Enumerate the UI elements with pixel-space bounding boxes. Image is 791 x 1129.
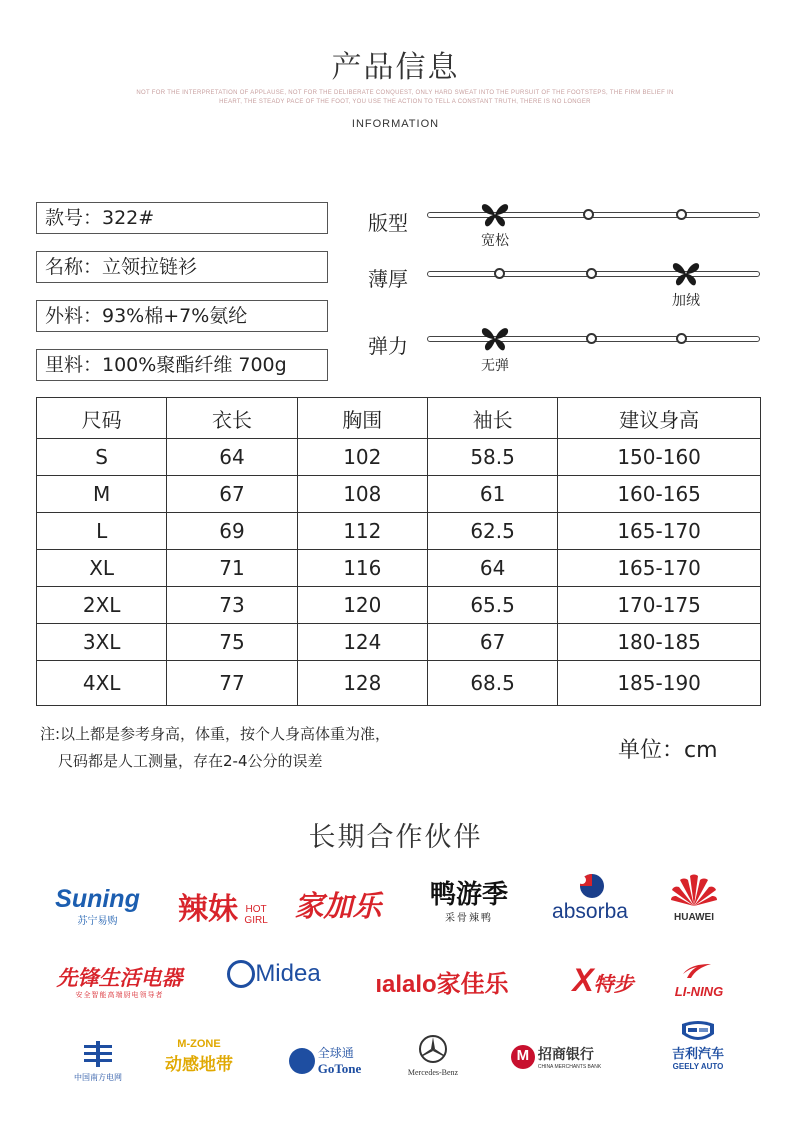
- scale-label: 版型: [368, 211, 408, 235]
- logo-xianfeng: [52, 966, 187, 1000]
- size-table: [36, 397, 761, 706]
- field-outer-fabric: 外料：93%棉+7%氨纶: [36, 300, 328, 332]
- logo-text: 动感地带: [165, 1055, 233, 1075]
- scale-selected-label: 无弹: [481, 358, 509, 374]
- information-subtitle: INFORMATION: [351, 118, 440, 130]
- butterfly-icon: [481, 326, 509, 352]
- table-row: [37, 661, 761, 706]
- logo-subtext: 苏宁易购: [77, 916, 118, 927]
- logo-subtext: 安全智能高端厨电领导者: [75, 991, 164, 999]
- scale-dot: [583, 209, 594, 220]
- page-title: 产品信息: [331, 50, 460, 85]
- logo-yayouji: [418, 881, 520, 924]
- tagline-line-2: HEART, THE STEADY PACE OF THE FOOT, YOU USE THE ACTION TO TELL A CONSTANT TRUTH, THERE IS NO LONGER: [219, 99, 591, 105]
- tagline-text: [120, 89, 690, 107]
- cell: 67: [167, 476, 297, 513]
- logo-midea: [222, 960, 326, 988]
- logo-absorba: [544, 872, 636, 922]
- logo-china-merchants-bank: [504, 1044, 608, 1070]
- scale-dot: [494, 268, 505, 279]
- cell: 165-170: [558, 550, 761, 587]
- logo-subtext: 采骨辣鸭: [445, 913, 493, 924]
- cell: L: [37, 513, 167, 550]
- cell: 61: [427, 476, 557, 513]
- scale-selected-label: 宽松: [481, 233, 509, 249]
- logo-m-zone: [158, 1038, 240, 1075]
- cell: 160-165: [558, 476, 761, 513]
- butterfly-icon: [672, 261, 700, 287]
- logo-text: 中国南方电网: [74, 1073, 122, 1082]
- scale-dot: [676, 333, 687, 344]
- cell: 180-185: [558, 624, 761, 661]
- logo-text: 特步: [593, 972, 634, 996]
- cell: 108: [297, 476, 427, 513]
- cell: S: [37, 439, 167, 476]
- logo-text: 家加乐: [294, 889, 382, 923]
- cell: 65.5: [427, 587, 557, 624]
- cell: 112: [297, 513, 427, 550]
- cell: 62.5: [427, 513, 557, 550]
- cell: 185-190: [558, 661, 761, 706]
- logo-subtext: HOT GIRL: [244, 903, 268, 926]
- cell: M: [37, 476, 167, 513]
- cell: 64: [167, 439, 297, 476]
- logo-text: ıalalo家佳乐: [375, 971, 509, 998]
- cmb-m-icon: M: [511, 1045, 535, 1069]
- logo-subtext: CHINA MERCHANTS BANK: [537, 1064, 602, 1070]
- logo-xtep: [558, 962, 648, 999]
- cell: 4XL: [37, 661, 167, 706]
- cell: XL: [37, 550, 167, 587]
- scale-dot: [676, 209, 687, 220]
- absorba-mark-icon: [570, 872, 610, 898]
- cell: 71: [167, 550, 297, 587]
- logo-suning: [50, 886, 145, 927]
- header-height: 建议身高: [558, 398, 761, 439]
- table-row: [37, 513, 761, 550]
- logo-text: 辣妹: [178, 892, 238, 927]
- scale-label: 薄厚: [368, 267, 408, 291]
- table-row: [37, 587, 761, 624]
- scale-label: 弹力: [368, 334, 408, 358]
- logo-gotone: [280, 1044, 370, 1077]
- logo-text: 鸭游季: [429, 880, 508, 910]
- cell: 64: [427, 550, 557, 587]
- scale-dot: [586, 268, 597, 279]
- logo-text: 先锋生活电器: [56, 966, 183, 990]
- gotone-globe-icon: [289, 1048, 315, 1074]
- cell: 68.5: [427, 661, 557, 706]
- li-ning-swoosh-icon: [681, 962, 717, 980]
- logo-li-ning: [664, 962, 734, 999]
- logo-mercedes-benz: [400, 1034, 466, 1077]
- xtep-x-icon: X: [572, 962, 594, 998]
- partners-title: 长期合作伙伴: [308, 822, 483, 853]
- logo-subtext: M-ZONE: [177, 1038, 221, 1050]
- field-lining: 里料：100%聚酯纤维 700g: [36, 349, 328, 381]
- midea-ring-icon: [227, 960, 255, 988]
- cell: 165-170: [558, 513, 761, 550]
- logo-text: 招商银行: [537, 1047, 594, 1063]
- logo-text: absorba: [552, 900, 628, 923]
- butterfly-icon: [481, 202, 509, 228]
- logo-text: 全球通: [317, 1046, 354, 1060]
- header-size: 尺码: [37, 398, 167, 439]
- cell: 73: [167, 587, 297, 624]
- table-row: [37, 476, 761, 513]
- cell: 67: [427, 624, 557, 661]
- header-sleeve: 袖长: [427, 398, 557, 439]
- logo-hot-girl: [178, 884, 268, 928]
- cell: 69: [167, 513, 297, 550]
- cell: 2XL: [37, 587, 167, 624]
- unit-label: 单位：cm: [618, 738, 718, 763]
- field-name: 名称：立领拉链衫: [36, 251, 328, 283]
- power-grid-icon: [80, 1040, 116, 1068]
- scale-selected-label: 加绒: [672, 293, 700, 309]
- tagline-line-1: NOT FOR THE INTERPRETATION OF APPLAUSE, NOT FOR THE DELIBERATE CONQUEST, ONLY HARD SWEAT INTO THE PURSUIT OF THE FOOTSTEPS, THE FIRM BELIEF IN: [136, 90, 674, 96]
- cell: 128: [297, 661, 427, 706]
- header-length: 衣长: [167, 398, 297, 439]
- logo-geely-auto: [664, 1020, 732, 1071]
- note-line-2: 尺码都是人工测量，存在2-4公分的误差: [58, 752, 323, 770]
- cell: 102: [297, 439, 427, 476]
- table-header-row: [37, 398, 761, 439]
- logo-china-southern-grid: [62, 1040, 134, 1083]
- header-chest: 胸围: [297, 398, 427, 439]
- cell: 150-160: [558, 439, 761, 476]
- cell: 75: [167, 624, 297, 661]
- cell: 3XL: [37, 624, 167, 661]
- table-row: [37, 624, 761, 661]
- logo-subtext: GEELY AUTO: [672, 1062, 724, 1071]
- table-row: [37, 550, 761, 587]
- mercedes-star-icon: [418, 1034, 448, 1064]
- logo-text: Mercedes-Benz: [407, 1068, 459, 1077]
- logo-text: Midea: [255, 960, 321, 987]
- scale-dot: [586, 333, 597, 344]
- cell: 77: [167, 661, 297, 706]
- logo-text: HUAWEI: [674, 912, 714, 923]
- cell: 116: [297, 550, 427, 587]
- note-line-1: 注:以上都是参考身高，体重，按个人身高体重为准，: [40, 725, 391, 743]
- logo-subtext: GoTone: [317, 1061, 362, 1076]
- cell: 58.5: [427, 439, 557, 476]
- huawei-flower-icon: [670, 872, 718, 908]
- logo-text: 吉利汽车: [671, 1047, 724, 1062]
- table-row: [37, 439, 761, 476]
- logo-jiajiale: [285, 884, 391, 925]
- geely-shield-icon: [680, 1020, 716, 1044]
- cell: 170-175: [558, 587, 761, 624]
- field-style-number: 款号：322#: [36, 202, 328, 234]
- logo-jiajiale-appliance: [360, 964, 524, 999]
- logo-text: Suning: [55, 885, 140, 913]
- cell: 124: [297, 624, 427, 661]
- logo-huawei: [664, 872, 724, 923]
- logo-text: LI-NING: [674, 984, 724, 999]
- cell: 120: [297, 587, 427, 624]
